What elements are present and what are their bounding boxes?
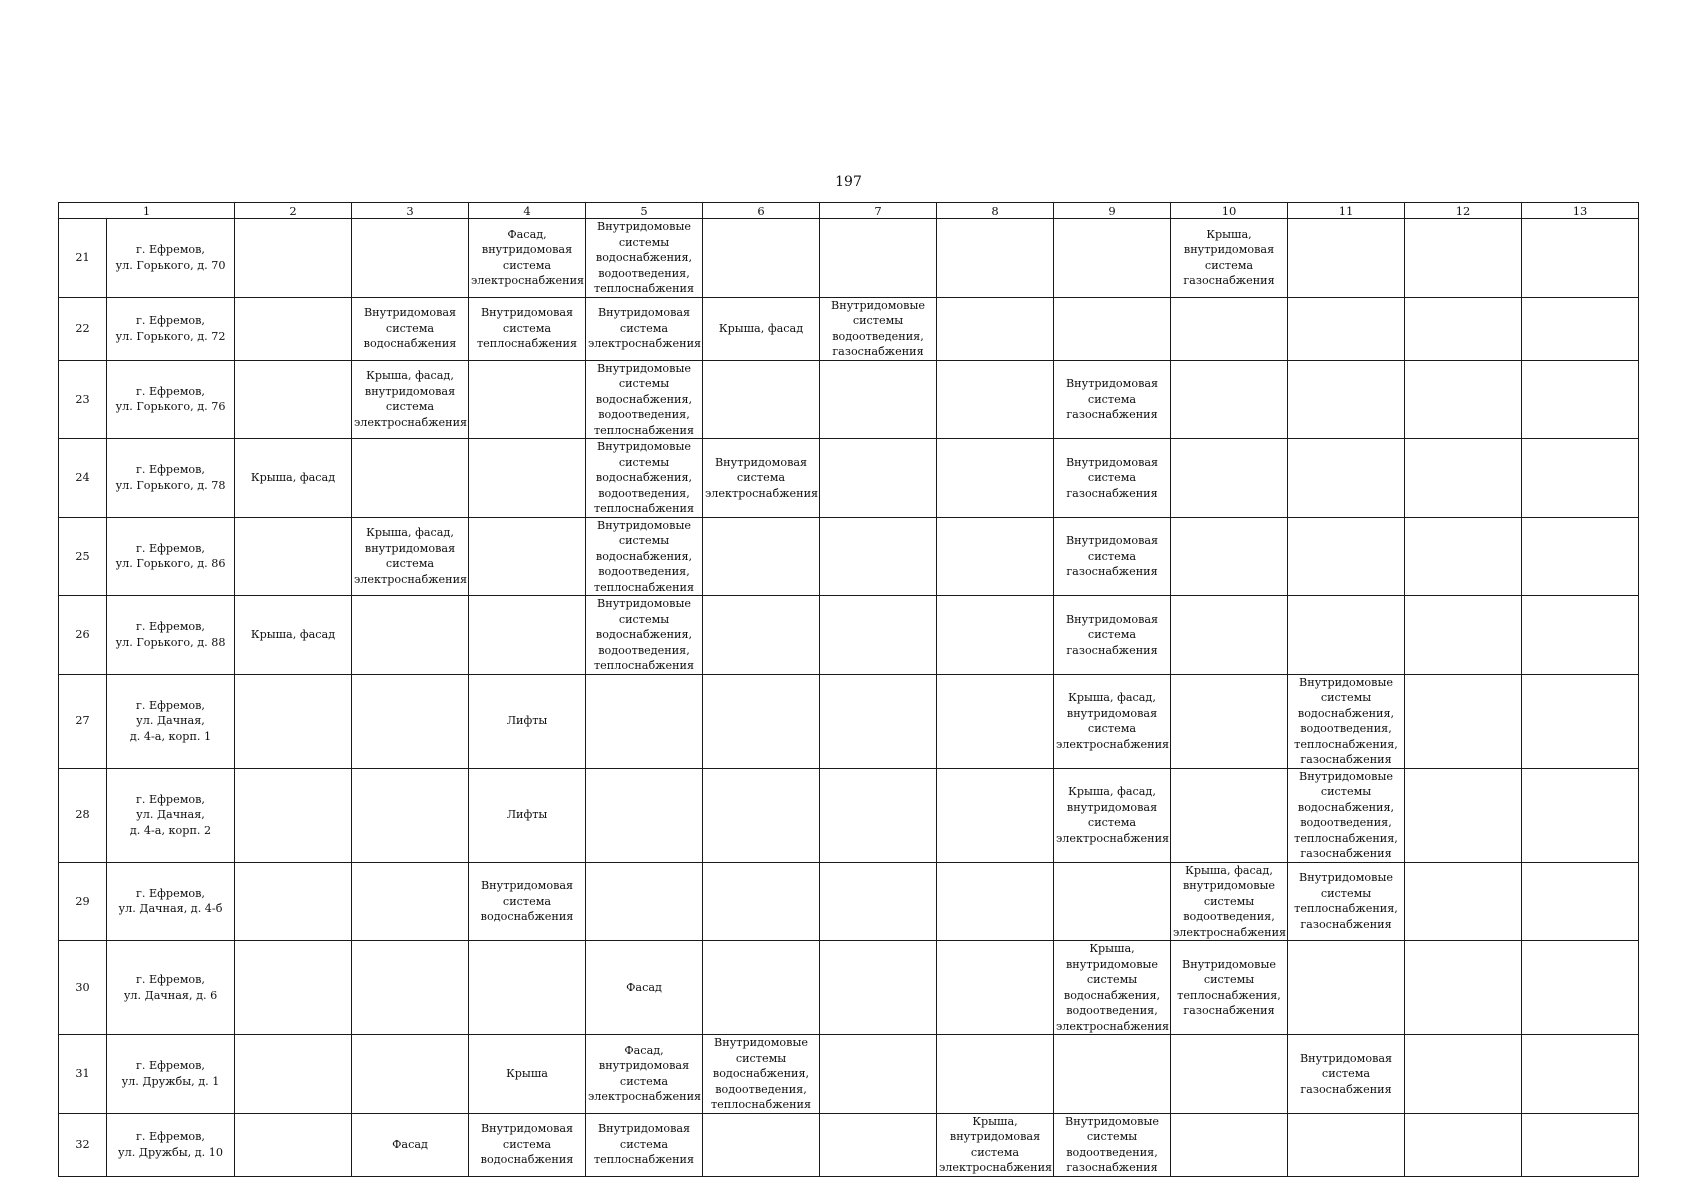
address-text: г. Ефремов, ул. Дружбы, д. 1 xyxy=(121,1059,220,1088)
column-number-cell: 2 xyxy=(235,203,352,219)
work-cell xyxy=(1288,596,1405,675)
work-cell xyxy=(1054,862,1171,941)
work-cell xyxy=(352,517,469,596)
row-number-cell: 29 xyxy=(59,862,107,941)
column-number-cell: 11 xyxy=(1288,203,1405,219)
work-text: Внутридомовая система водоснабжения xyxy=(363,306,457,351)
work-cell xyxy=(235,941,352,1035)
work-cell xyxy=(235,297,352,360)
work-cell xyxy=(1171,360,1288,439)
work-cell xyxy=(1405,941,1522,1035)
work-cell xyxy=(586,862,703,941)
table-row xyxy=(59,596,1639,675)
work-cell xyxy=(937,596,1054,675)
work-cell xyxy=(937,517,1054,596)
work-text: Крыша, фасад, внутридомовая система электроснабжения xyxy=(354,369,468,429)
work-cell xyxy=(1288,768,1405,862)
work-cell xyxy=(820,1113,937,1176)
work-text: Внутридомовая система водоснабжения xyxy=(480,879,574,923)
address-cell xyxy=(107,439,235,518)
work-cell xyxy=(586,439,703,518)
work-text: Внутридомовые системы водоснабжения, водоотведения, теплоснабжения, газоснабжения xyxy=(1294,675,1398,766)
column-number-cell: 8 xyxy=(937,203,1054,219)
address-cell xyxy=(107,1035,235,1114)
table-row xyxy=(59,219,1639,298)
work-cell xyxy=(1405,297,1522,360)
work-cell xyxy=(820,674,937,768)
work-cell xyxy=(937,1035,1054,1114)
work-cell xyxy=(1171,439,1288,518)
work-cell xyxy=(469,1113,586,1176)
work-cell xyxy=(469,768,586,862)
work-text: Крыша, внутридомовая система газоснабжения xyxy=(1183,227,1275,288)
work-text: Внутридомовая система газоснабжения xyxy=(1065,377,1159,421)
address-text: г. Ефремов, ул. Горького, д. 88 xyxy=(115,620,226,649)
work-cell xyxy=(1054,1035,1171,1114)
work-cell xyxy=(1171,297,1288,360)
work-text: Внутридомовая система теплоснабжения xyxy=(476,306,578,351)
table-row xyxy=(59,297,1639,360)
work-cell xyxy=(937,297,1054,360)
work-text: Внутридомовые системы теплоснабжения, газоснабжения xyxy=(1294,871,1398,931)
work-cell xyxy=(1522,941,1639,1035)
table-row xyxy=(59,768,1639,862)
work-cell xyxy=(235,219,352,298)
address-text: г. Ефремов, ул. Горького, д. 72 xyxy=(115,314,226,343)
address-cell xyxy=(107,360,235,439)
column-number-cell: 10 xyxy=(1171,203,1288,219)
table-row xyxy=(59,360,1639,439)
address-text: г. Ефремов, ул. Горького, д. 78 xyxy=(115,463,226,492)
address-text: г. Ефремов, ул. Дачная, д. 4-а, корп. 2 xyxy=(129,792,212,837)
table-row xyxy=(59,517,1639,596)
table-body xyxy=(59,203,1639,1177)
work-cell xyxy=(1288,297,1405,360)
work-cell xyxy=(937,1113,1054,1176)
work-text: Внутридомовая система теплоснабжения xyxy=(593,1122,695,1167)
row-number-cell: 22 xyxy=(59,297,107,360)
work-cell xyxy=(352,862,469,941)
row-number-cell: 32 xyxy=(59,1113,107,1176)
work-cell xyxy=(235,439,352,518)
work-cell xyxy=(586,1035,703,1114)
address-text: г. Ефремов, ул. Горького, д. 70 xyxy=(115,243,226,272)
work-cell xyxy=(352,674,469,768)
work-text: Внутридомовые системы теплоснабжения, газоснабжения xyxy=(1177,957,1281,1017)
work-cell xyxy=(469,439,586,518)
work-text: Внутридомовые системы водоснабжения, водоотведения, теплоснабжения xyxy=(710,1036,812,1111)
work-cell xyxy=(1522,596,1639,675)
work-cell xyxy=(937,219,1054,298)
work-cell xyxy=(1171,219,1288,298)
work-cell xyxy=(1171,596,1288,675)
table-row xyxy=(59,1035,1639,1114)
work-cell xyxy=(703,1035,820,1114)
work-cell xyxy=(235,1035,352,1114)
work-cell xyxy=(937,768,1054,862)
work-cell xyxy=(586,768,703,862)
table-row xyxy=(59,674,1639,768)
work-text: Внутридомовая система водоснабжения xyxy=(480,1122,574,1167)
work-cell xyxy=(1405,360,1522,439)
address-text: г. Ефремов, ул. Горького, д. 76 xyxy=(115,384,226,414)
work-cell xyxy=(1054,1113,1171,1176)
column-number-cell: 5 xyxy=(586,203,703,219)
table-row xyxy=(59,1113,1639,1176)
work-cell xyxy=(1288,439,1405,518)
work-cell xyxy=(820,862,937,941)
work-text: Крыша, фасад xyxy=(718,321,804,335)
work-cell xyxy=(1054,360,1171,439)
work-cell xyxy=(586,517,703,596)
work-cell xyxy=(703,1113,820,1176)
work-cell xyxy=(820,1035,937,1114)
work-cell xyxy=(820,219,937,298)
work-text: Лифты xyxy=(506,808,548,822)
work-cell xyxy=(352,596,469,675)
work-cell xyxy=(1405,596,1522,675)
work-text: Фасад xyxy=(626,980,662,994)
work-cell xyxy=(469,219,586,298)
work-cell xyxy=(352,439,469,518)
work-cell xyxy=(1405,517,1522,596)
work-cell xyxy=(1054,941,1171,1035)
row-number-cell: 27 xyxy=(59,674,107,768)
work-cell xyxy=(1171,768,1288,862)
column-number-cell: 9 xyxy=(1054,203,1171,219)
work-text: Крыша xyxy=(506,1067,548,1080)
work-cell xyxy=(1522,439,1639,518)
work-text: Внутридомовые системы водоснабжения, водоотведения, теплоснабжения xyxy=(593,597,695,672)
work-cell xyxy=(703,219,820,298)
work-cell xyxy=(1405,219,1522,298)
address-cell xyxy=(107,674,235,768)
work-cell xyxy=(352,941,469,1035)
work-text: Фасад xyxy=(392,1137,428,1151)
row-number-cell: 21 xyxy=(59,219,107,298)
work-cell xyxy=(1054,674,1171,768)
column-number-cell: 7 xyxy=(820,203,937,219)
work-cell xyxy=(1522,360,1639,439)
work-text: Крыша, фасад, внутридомовые системы водоотведения, электроснабжения xyxy=(1173,863,1287,939)
work-text: Крыша, внутридомовые системы водоснабжения, водоотведения, электроснабжения xyxy=(1056,942,1170,1033)
table-row xyxy=(59,439,1639,518)
work-cell xyxy=(1171,674,1288,768)
work-text: Крыша, фасад, внутридомовая система электроснабжения xyxy=(354,526,468,586)
work-cell xyxy=(1405,768,1522,862)
work-cell xyxy=(1405,674,1522,768)
work-cell xyxy=(1054,439,1171,518)
work-text: Фасад, внутридомовая система электроснабжения xyxy=(471,227,585,288)
column-number-cell: 6 xyxy=(703,203,820,219)
address-text: г. Ефремов, ул. Дачная, д. 4-а, корп. 1 xyxy=(129,698,212,743)
work-cell xyxy=(703,941,820,1035)
work-cell xyxy=(235,596,352,675)
work-text: Крыша, внутридомовая система электроснабжения xyxy=(939,1114,1053,1174)
address-cell xyxy=(107,219,235,298)
work-cell xyxy=(586,941,703,1035)
work-cell xyxy=(703,297,820,360)
work-cell xyxy=(703,439,820,518)
work-text: Внутридомовые системы водоснабжения, водоотведения, теплоснабжения, газоснабжения xyxy=(1294,769,1398,860)
work-text: Фасад, внутридомовая система электроснабжения xyxy=(588,1043,702,1104)
work-text: Крыша, фасад xyxy=(250,471,336,484)
work-cell xyxy=(352,360,469,439)
work-cell xyxy=(1054,219,1171,298)
work-cell xyxy=(1522,219,1639,298)
work-text: Внутридомовые системы водоснабжения, водоотведения, теплоснабжения xyxy=(593,361,695,437)
work-cell xyxy=(1405,439,1522,518)
work-cell xyxy=(703,862,820,941)
work-cell xyxy=(1171,1035,1288,1114)
work-text: Внутридомовая система газоснабжения xyxy=(1299,1051,1393,1096)
work-cell xyxy=(1522,862,1639,941)
row-number-cell: 31 xyxy=(59,1035,107,1114)
work-cell xyxy=(469,297,586,360)
work-cell xyxy=(820,439,937,518)
row-number-cell: 30 xyxy=(59,941,107,1035)
work-cell xyxy=(1171,941,1288,1035)
work-text: Внутридомовая система электроснабжения xyxy=(705,455,819,500)
work-cell xyxy=(235,1113,352,1176)
work-cell xyxy=(820,768,937,862)
work-text: Внутридомовая система газоснабжения xyxy=(1065,455,1159,500)
repair-schedule-table xyxy=(58,202,1639,1177)
column-number-cell: 4 xyxy=(469,203,586,219)
row-number-cell: 26 xyxy=(59,596,107,675)
work-cell xyxy=(703,596,820,675)
work-cell xyxy=(1522,297,1639,360)
work-cell xyxy=(820,517,937,596)
work-cell xyxy=(1171,1113,1288,1176)
address-cell xyxy=(107,1113,235,1176)
work-text: Лифты xyxy=(506,714,548,728)
row-number-cell: 24 xyxy=(59,439,107,518)
work-cell xyxy=(1288,1113,1405,1176)
work-cell xyxy=(1522,768,1639,862)
work-cell xyxy=(1054,517,1171,596)
work-cell xyxy=(820,360,937,439)
work-cell xyxy=(1054,768,1171,862)
work-text: Внутридомовые системы водоснабжения, водоотведения, теплоснабжения xyxy=(593,220,695,295)
address-text: г. Ефремов, ул. Горького, д. 86 xyxy=(115,541,226,571)
address-cell xyxy=(107,517,235,596)
work-cell xyxy=(937,360,1054,439)
work-text: Внутридомовые системы водоотведения, газоснабжения xyxy=(831,298,925,358)
address-text: г. Ефремов, ул. Дружбы, д. 10 xyxy=(118,1130,223,1159)
work-cell xyxy=(937,941,1054,1035)
work-cell xyxy=(586,360,703,439)
work-cell xyxy=(1288,674,1405,768)
work-cell xyxy=(352,297,469,360)
work-cell xyxy=(1405,1113,1522,1176)
work-text: Внутридомовые системы водоснабжения, водоотведения, теплоснабжения xyxy=(593,440,695,515)
work-cell xyxy=(586,297,703,360)
work-cell xyxy=(352,219,469,298)
address-cell xyxy=(107,768,235,862)
work-cell xyxy=(937,674,1054,768)
address-cell xyxy=(107,297,235,360)
work-cell xyxy=(1405,1035,1522,1114)
table-row xyxy=(59,862,1639,941)
work-cell xyxy=(586,1113,703,1176)
work-cell xyxy=(352,1113,469,1176)
work-cell xyxy=(820,297,937,360)
work-cell xyxy=(1288,941,1405,1035)
work-cell xyxy=(469,674,586,768)
work-text: Внутридомовая система газоснабжения xyxy=(1065,534,1159,578)
work-cell xyxy=(1171,517,1288,596)
row-number-cell: 23 xyxy=(59,360,107,439)
address-cell xyxy=(107,596,235,675)
work-text: Внутридомовая система электроснабжения xyxy=(588,306,702,351)
work-cell xyxy=(1288,360,1405,439)
table-row xyxy=(59,941,1639,1035)
address-cell xyxy=(107,862,235,941)
address-cell xyxy=(107,941,235,1035)
work-cell xyxy=(352,768,469,862)
column-number-cell: 12 xyxy=(1405,203,1522,219)
work-cell xyxy=(820,596,937,675)
work-cell xyxy=(937,439,1054,518)
work-cell xyxy=(469,360,586,439)
work-cell xyxy=(1288,862,1405,941)
work-text: Внутридомовая система газоснабжения xyxy=(1065,612,1159,657)
work-cell xyxy=(469,517,586,596)
work-cell xyxy=(235,674,352,768)
work-cell xyxy=(1054,297,1171,360)
work-cell xyxy=(586,596,703,675)
page-number: 197 xyxy=(835,174,862,190)
address-text: г. Ефремов, ул. Дачная, д. 4-б xyxy=(118,886,223,916)
work-cell xyxy=(937,862,1054,941)
address-text: г. Ефремов, ул. Дачная, д. 6 xyxy=(123,973,218,1002)
work-cell xyxy=(1522,1113,1639,1176)
work-cell xyxy=(1288,1035,1405,1114)
work-cell xyxy=(586,674,703,768)
row-number-cell: 28 xyxy=(59,768,107,862)
work-cell xyxy=(703,360,820,439)
work-cell xyxy=(1522,1035,1639,1114)
work-text: Внутридомовые системы водоотведения, газоснабжения xyxy=(1065,1114,1159,1174)
work-cell xyxy=(1522,674,1639,768)
work-cell xyxy=(703,517,820,596)
work-text: Внутридомовые системы водоснабжения, водоотведения, теплоснабжения xyxy=(593,518,695,594)
column-number-cell: 3 xyxy=(352,203,469,219)
work-cell xyxy=(1522,517,1639,596)
column-number-row xyxy=(59,203,1639,219)
work-cell xyxy=(1288,517,1405,596)
work-cell xyxy=(820,941,937,1035)
work-text: Крыша, фасад, внутридомовая система электроснабжения xyxy=(1056,785,1170,845)
work-cell xyxy=(469,862,586,941)
row-number-cell: 25 xyxy=(59,517,107,596)
work-cell xyxy=(703,768,820,862)
work-text: Крыша, фасад, внутридомовая система электроснабжения xyxy=(1056,691,1170,751)
work-cell xyxy=(352,1035,469,1114)
work-cell xyxy=(235,360,352,439)
work-cell xyxy=(469,941,586,1035)
column-number-cell: 1 xyxy=(59,203,235,219)
work-cell xyxy=(1054,596,1171,675)
work-cell xyxy=(703,674,820,768)
work-cell xyxy=(1288,219,1405,298)
work-cell xyxy=(469,596,586,675)
work-cell xyxy=(235,862,352,941)
work-text: Крыша, фасад xyxy=(250,628,336,641)
column-number-cell: 13 xyxy=(1522,203,1639,219)
work-cell xyxy=(1171,862,1288,941)
work-cell xyxy=(586,219,703,298)
work-cell xyxy=(1405,862,1522,941)
work-cell xyxy=(469,1035,586,1114)
work-cell xyxy=(235,517,352,596)
work-cell xyxy=(235,768,352,862)
